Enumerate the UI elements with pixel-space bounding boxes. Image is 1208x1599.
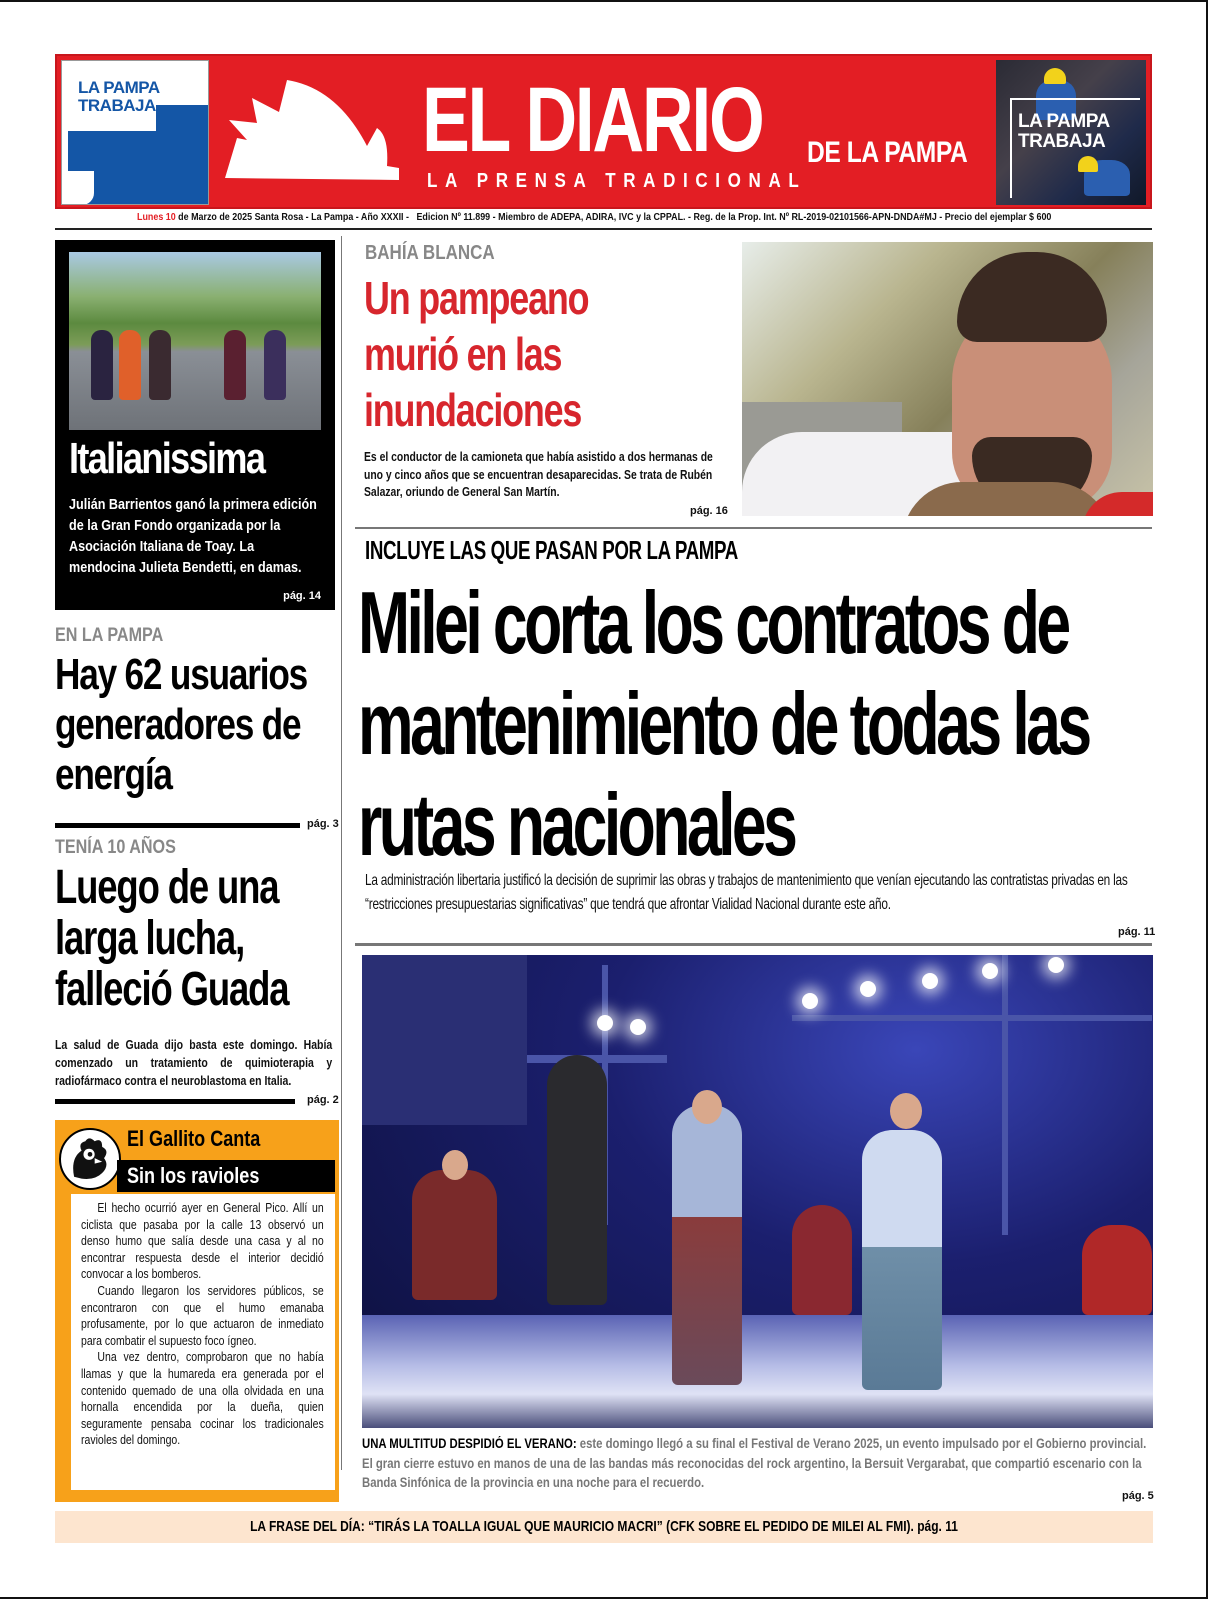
stage-light xyxy=(802,993,818,1009)
edition-location: Santa Rosa - La Pampa - Año XXXII - xyxy=(254,211,409,223)
la-pampa-trabaja-badge-left[interactable] xyxy=(61,60,209,205)
la-pampa-trabaja-badge-right[interactable] xyxy=(996,60,1146,205)
guitarist-left xyxy=(412,1170,497,1300)
badge-text xyxy=(78,79,160,115)
page-reference: pág. 14 xyxy=(283,590,321,602)
story-headline-energia[interactable]: Hay 62 usuarios generadores de energía xyxy=(55,650,307,799)
helmet-icon xyxy=(1044,68,1066,84)
conductor xyxy=(547,1055,607,1305)
stage-light xyxy=(630,1019,646,1035)
divider xyxy=(355,527,1152,529)
stage-light xyxy=(597,1015,613,1031)
stage-light xyxy=(860,981,876,997)
badge-text xyxy=(1018,112,1110,152)
badge-line-2: TRABAJA xyxy=(78,96,156,115)
column-title-bar xyxy=(117,1160,335,1192)
cyclist xyxy=(119,330,141,400)
divider xyxy=(355,943,1152,946)
cyclist xyxy=(149,330,171,400)
divider xyxy=(55,1099,295,1104)
edition-date: de Marzo de 2025 xyxy=(178,211,253,223)
cyclist xyxy=(91,330,113,400)
story-headline-pampeano[interactable]: Un pampeano murió en las inundaciones xyxy=(364,272,589,436)
main-story-summary: La administración libertaria justificó la decisión de suprimir las obras y trabajos de mantenimiento que venían ejecutando las contratistas privadas en las “restricciones presupuestarias significativas” que tendrá que afrontar Vialidad Nacional durante este año. xyxy=(365,872,1128,913)
rooster-icon xyxy=(59,1128,121,1190)
map-notch xyxy=(68,171,94,205)
caption-text: este domingo llegó a su final el Festival de Verano 2025, un evento impulsado por el Gobierno provincial. El gran cierre estuvo en manos de una de las bandas más reconocidas del rock argentino, la Bersuit Vergarabat, que compartió escenario con la Banda Sinfónica de la provincia en una noche para el recuerdo. xyxy=(362,1436,1147,1490)
column-section-title: El Gallito Canta xyxy=(127,1126,261,1151)
story-summary: Julián Barrientos ganó la primera edición de la Gran Fondo organizada por la Asociación Italiana de Toay. La mendocina Julieta Bendetti, en damas. xyxy=(69,496,317,576)
edition-number: Edicion Nº 11.899 xyxy=(416,211,491,223)
page-reference: pág. 5 xyxy=(1122,1490,1154,1502)
story-headline-guada[interactable]: Luego de una larga lucha, falleció Guada xyxy=(55,861,289,1016)
column-body xyxy=(71,1194,335,1490)
quote-of-the-day: LA FRASE DEL DÍA: “TIRÁS LA TOALLA IGUAL QUE MAURICIO MACRI” (CFK SOBRE EL PEDIDO DE MILEI AL FMI). pág. 11 xyxy=(250,1518,958,1535)
stage-screen xyxy=(362,955,527,1125)
cyclists-photo xyxy=(69,252,321,430)
edition-membership: - Miembro de ADEPA, ADIRA, IVC y la CPPAL. xyxy=(492,211,686,223)
person-head xyxy=(890,1093,922,1129)
photo-caption xyxy=(362,1434,1152,1493)
badge-line-1: LA PAMPA xyxy=(78,78,160,97)
photo-hair xyxy=(957,252,1107,342)
badge-line-1: LA PAMPA xyxy=(1018,111,1110,132)
stage-floor xyxy=(362,1315,1153,1428)
guitarist-right xyxy=(1082,1225,1152,1315)
story-summary: La salud de Guada dijo basta este domingo. Había comenzado un tratamiento de quimioterapia y radiofármaco contra el neuroblastoma en Italia. xyxy=(55,1038,333,1088)
column-paragraph: Una vez dentro, comprobaron que no había llamas y que la humareda era generada por el contenido quemado de una olla olvidada en una hornalla encendida por la dueña, quien seguramente pensaba cocinar los tradicionales ravioles del domingo. xyxy=(81,1349,324,1448)
story-kicker: BAHÍA BLANCA xyxy=(365,242,495,264)
caption-lead: UNA MULTITUD DESPIDIÓ EL VERANO: xyxy=(362,1436,577,1451)
sun-logo-icon xyxy=(217,78,407,188)
page-reference: pág. 2 xyxy=(307,1094,339,1106)
person-head xyxy=(692,1090,722,1124)
column-title[interactable]: Sin los ravioles xyxy=(127,1163,260,1188)
stage-light xyxy=(982,963,998,979)
divider xyxy=(55,823,300,828)
story-summary: Es el conductor de la camioneta que había asistido a dos hermanas de uno y cinco años que se encuentran desaparecidas. Se trata de Rubén Salazar, oriundo de General San Martín. xyxy=(364,450,713,499)
page-reference: pág. 11 xyxy=(1118,926,1156,938)
singer-right xyxy=(862,1130,942,1390)
stage-truss xyxy=(792,1015,1152,1021)
column-paragraph: Cuando llegaron los servidores públicos, se encontraron con que el humo emanaba profusamente, por lo que actuaron de inmediato para combatir el supuesto foco ígneo. xyxy=(81,1282,324,1348)
festival-concert-photo xyxy=(362,955,1153,1428)
masthead xyxy=(55,54,1152,209)
ruben-salazar-photo xyxy=(742,242,1153,516)
main-story-headline[interactable]: Milei corta los contratos de mantenimiento de todas las rutas nacionales xyxy=(358,573,1089,874)
singer-left xyxy=(672,1105,742,1385)
story-headline[interactable]: Italianissima xyxy=(69,434,265,483)
quote-of-the-day-bar[interactable] xyxy=(55,1511,1153,1543)
edition-price: - Precio del ejemplar $ 600 xyxy=(939,211,1052,223)
edition-day: Lunes 10 xyxy=(137,211,176,223)
story-italianissima[interactable] xyxy=(55,240,335,610)
cyclist xyxy=(264,330,286,400)
main-story-kicker: INCLUYE LAS QUE PASAN POR LA PAMPA xyxy=(365,535,738,565)
edition-info-line xyxy=(137,211,1051,223)
column-paragraph: El hecho ocurrió ayer en General Pico. Allí un ciclista que pasaba por la calle 13 observó un denso humo que salía desde una casa y al no encontrar respuesta desde el interior decidió convocar a los bomberos. xyxy=(81,1200,324,1282)
badge-line-2: TRABAJA xyxy=(1018,131,1106,152)
page-reference: pág. 16 xyxy=(690,505,728,517)
brand-title[interactable]: EL DIARIO xyxy=(422,69,763,171)
stage-light xyxy=(1048,957,1064,973)
person-head xyxy=(442,1150,468,1180)
brand-suffix: DE LA PAMPA xyxy=(807,136,968,169)
story-kicker: EN LA PAMPA xyxy=(55,625,164,646)
column-el-gallito-canta xyxy=(55,1120,339,1502)
tagline: LA PRENSA TRADICIONAL xyxy=(427,170,807,192)
stage-light xyxy=(922,973,938,989)
story-kicker: TENÍA 10 AÑOS xyxy=(55,837,176,858)
stage-truss xyxy=(1002,955,1008,1235)
bassist xyxy=(792,1205,852,1315)
column-divider xyxy=(341,236,342,1470)
divider xyxy=(55,228,1152,230)
edition-registry: - Reg. de la Prop. Int. Nº RL-2019-02101566-APN-DNDA#MJ xyxy=(688,211,937,223)
page-reference: pág. 3 xyxy=(307,818,339,830)
cyclist xyxy=(224,330,246,400)
